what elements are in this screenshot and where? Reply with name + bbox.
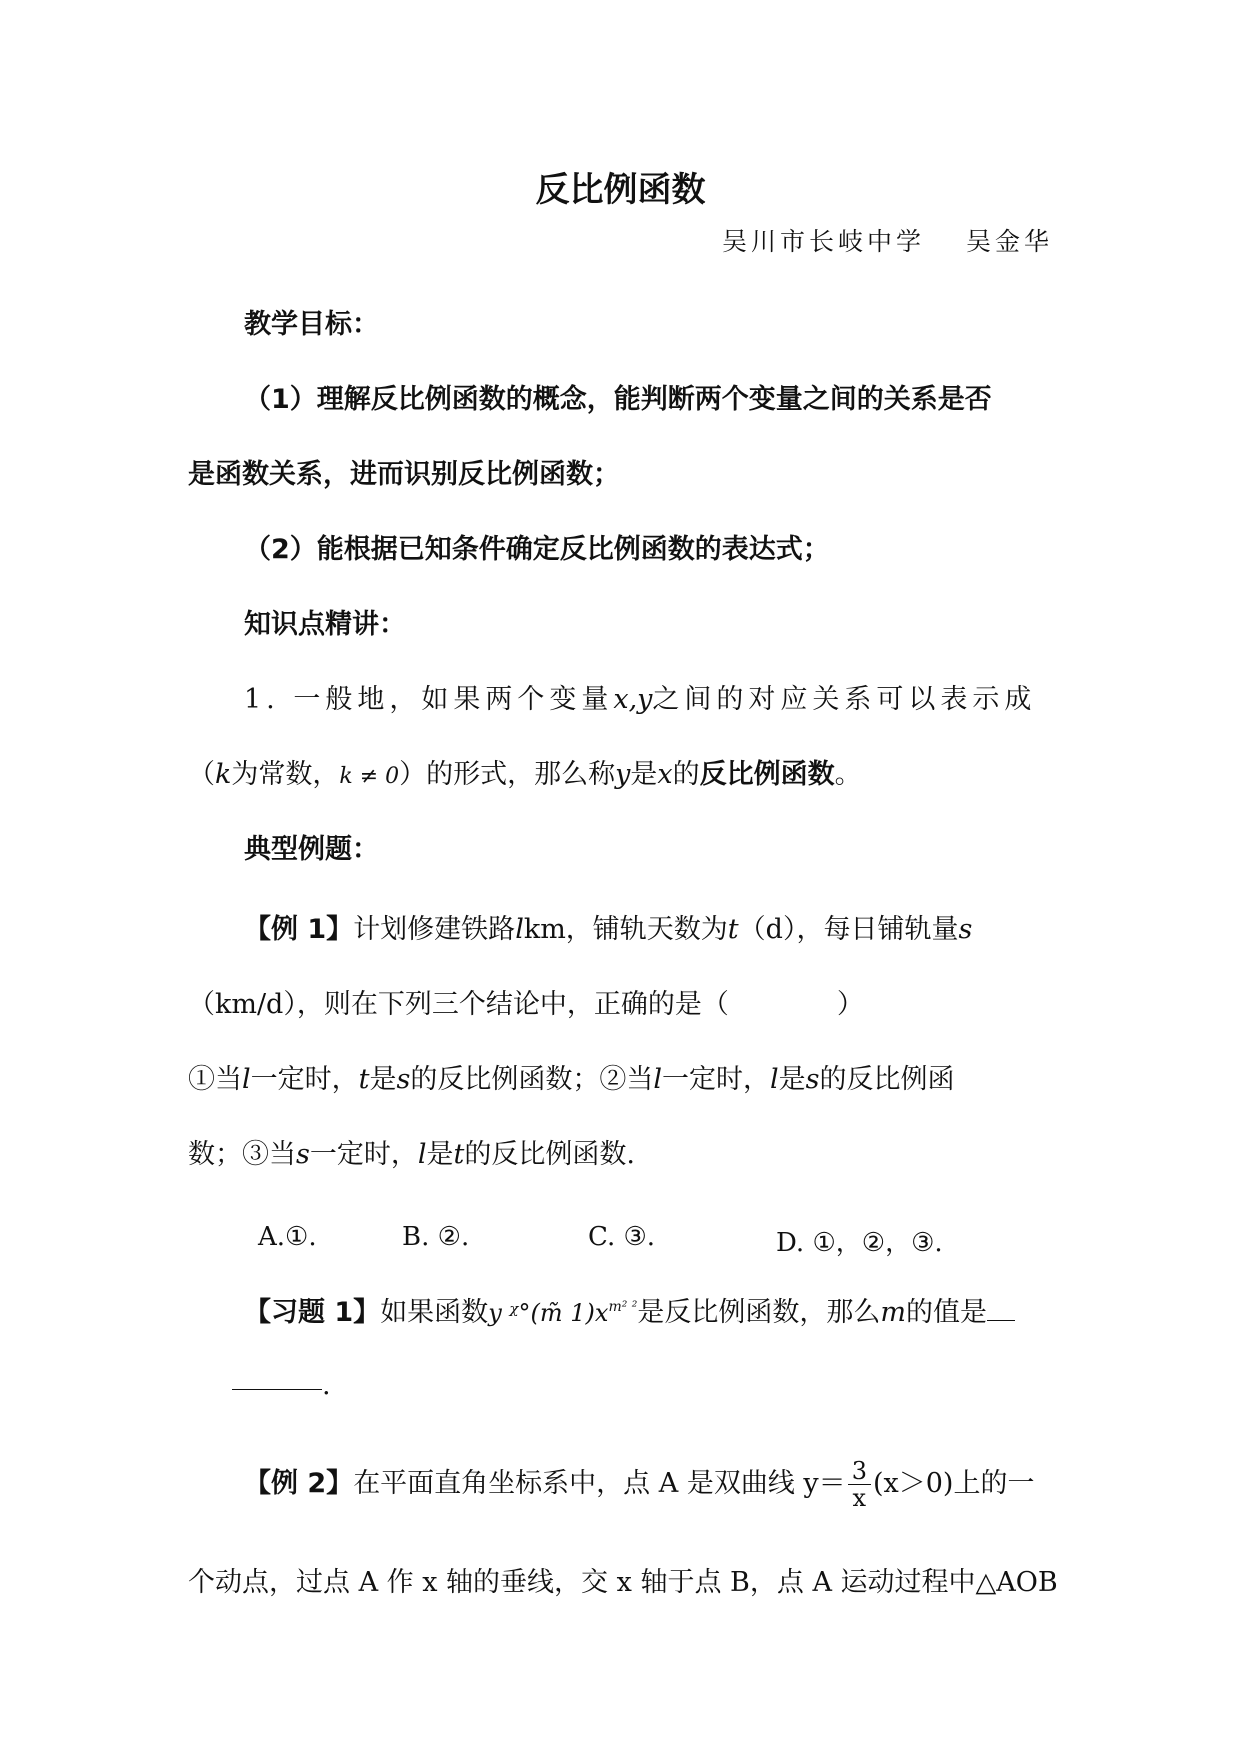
ex1-l3-b: 一定时， [250, 1064, 359, 1095]
exercise-period: . [322, 1370, 331, 1401]
page-title: 反比例函数 [535, 170, 706, 210]
k2-text4: 的 [672, 759, 700, 790]
k2-condition: k ≠ 0 [339, 764, 400, 789]
ex1-l: l [515, 914, 524, 945]
ex2-text: 在平面直角坐标系中，点 A 是双曲线 y＝ [353, 1468, 846, 1499]
exercise-post: 是反比例函数，那么 [637, 1297, 881, 1328]
answer-blank [987, 1298, 1015, 1321]
example-1-line-4 [188, 1132, 635, 1171]
ex1-tag: 【例 1】 [244, 914, 354, 945]
ex2-fraction [848, 1458, 871, 1511]
ex1-l4-a: 数；③当 [188, 1139, 296, 1170]
ex1-l4-d: 的反比例函数. [464, 1139, 635, 1170]
ex1-l3-s: s [396, 1064, 411, 1095]
ex1-l3-f: 是 [778, 1064, 806, 1095]
ex1-l3-l: l [242, 1064, 251, 1095]
k1-pre: 1. 一般地，如果两个变量 [244, 684, 614, 715]
k2-term: 反比例函数 [699, 759, 835, 790]
ex1-t: t [727, 914, 739, 945]
exercise-pre: 如果函数 [380, 1297, 489, 1328]
k2-x: x [657, 759, 673, 790]
option-c: C. ③. [588, 1222, 656, 1252]
ex2-tag: 【例 2】 [244, 1468, 354, 1499]
ex1-l4-t: t [453, 1139, 465, 1170]
ex2-denominator: x [852, 1484, 867, 1512]
ex1-l3-e: 一定时， [662, 1064, 770, 1095]
option-d: D. ①，②，③. [776, 1228, 943, 1258]
example-2-line-2: 个动点，过点 A 作 x 轴的垂线，交 x 轴于点 B，点 A 运动过程中△AOB [188, 1567, 1058, 1598]
ex1-l3-t: t [358, 1064, 370, 1095]
ex1-l4-l: l [417, 1139, 427, 1170]
goal-1-line-2: 是函数关系，进而识别反比例函数； [188, 459, 620, 490]
option-b: B. ②. [402, 1222, 470, 1252]
ex1-l4-b: 一定时， [309, 1139, 418, 1170]
k2-end: 。 [834, 759, 862, 790]
k2-k: k [215, 759, 232, 790]
answer-blank-continued [232, 1388, 322, 1390]
ex1-l4-s: s [296, 1139, 310, 1170]
example-2-line-1 [244, 1458, 1034, 1511]
knowledge-heading: 知识点精讲： [244, 609, 406, 640]
goal-1-line-1: （1）理解反比例函数的概念，能判断两个变量之间的关系是否 [244, 384, 992, 415]
k1-post: 之间的对应关系可以表示成 [652, 684, 1037, 715]
k2-text: 为常数， [231, 759, 340, 790]
exercise-tag: 【习题 1】 [244, 1297, 381, 1328]
exercise-exponent: m² ² [608, 1299, 638, 1315]
knowledge-line-2 [188, 752, 862, 791]
knowledge-line-1 [244, 677, 1036, 716]
ex1-l3-d: 的反比例函数；②当 [410, 1064, 654, 1095]
ex1-l3-l3: l [770, 1064, 779, 1095]
example-1-line-3 [188, 1057, 955, 1096]
example-1-line-2: （km/d），则在下列三个结论中，正确的是（ ） [188, 989, 864, 1020]
exercise-m: m [880, 1297, 907, 1328]
k1-vars: x,y [613, 684, 653, 715]
ex1-text2: km，铺轨天数为 [523, 914, 728, 945]
ex1-text: 计划修建铁路 [353, 914, 516, 945]
ex2-text2: (x＞0)上的一 [872, 1468, 1035, 1499]
ex1-l3-c: 是 [369, 1064, 397, 1095]
option-a: A.①. [258, 1222, 317, 1252]
ex1-l3-l2: l [653, 1064, 662, 1095]
ex1-l4-c: 是 [426, 1139, 454, 1170]
k2-y: y [615, 759, 631, 790]
examples-heading: 典型例题： [244, 834, 379, 865]
k2-text2: ）的形式，那么称 [399, 759, 616, 790]
ex2-numerator: 3 [848, 1458, 871, 1485]
exercise-end: 的值是 [906, 1297, 988, 1328]
ex1-l3-s2: s [805, 1064, 820, 1095]
author-line: 吴川市长岐中学 吴金华 [722, 227, 1053, 256]
exercise-1-line [244, 1290, 1015, 1329]
ex1-text3: （d），每日铺轨量 [738, 914, 959, 945]
goals-heading: 教学目标： [244, 309, 379, 340]
goal-2: （2）能根据已知条件确定反比例函数的表达式； [244, 534, 830, 565]
ex1-l3-a: ①当 [188, 1064, 242, 1095]
exercise-formula: y ᵡ°(m̃ 1)x [488, 1299, 609, 1327]
k2-text3: 是 [630, 759, 658, 790]
k2-paren: （ [188, 759, 215, 790]
ex1-l3-g: 的反比例函 [819, 1064, 955, 1095]
example-1-line-1 [244, 907, 972, 946]
ex1-s: s [958, 914, 973, 945]
